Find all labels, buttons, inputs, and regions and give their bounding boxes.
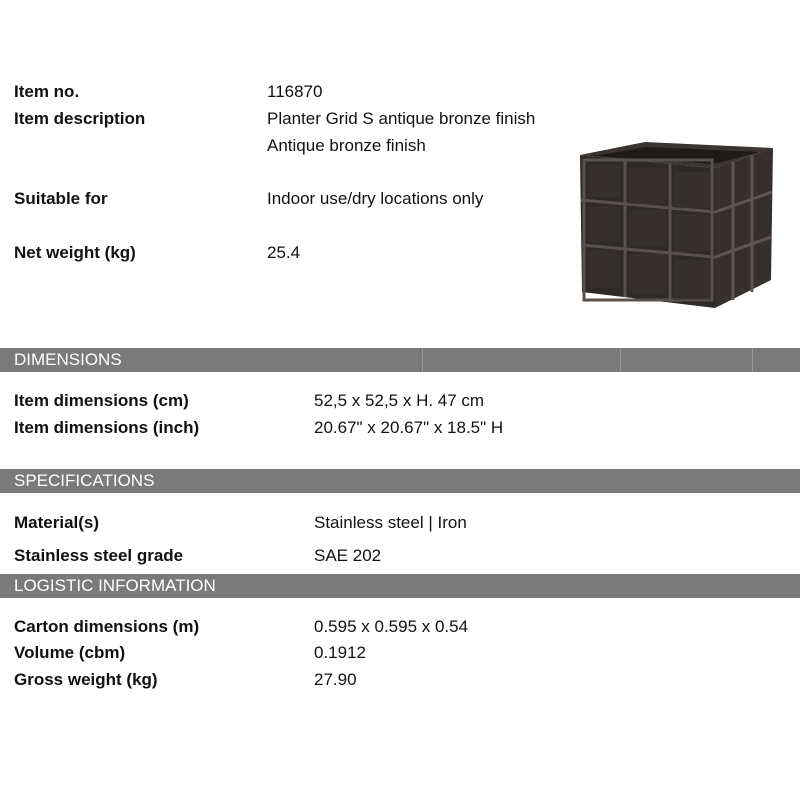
header-divider <box>422 348 423 372</box>
carton-dimensions-label: Carton dimensions (m) <box>14 617 200 636</box>
gross-weight-value: 27.90 <box>314 670 357 689</box>
item-no-value: 116870 <box>267 82 323 101</box>
volume-label: Volume (cbm) <box>14 643 126 662</box>
logistic-header-label: LOGISTIC INFORMATION <box>14 576 216 595</box>
net-weight-label: Net weight (kg) <box>14 243 136 262</box>
net-weight-value: 25.4 <box>267 243 301 262</box>
carton-dimensions-value: 0.595 x 0.595 x 0.54 <box>314 617 469 636</box>
item-description-line2: Antique bronze finish <box>267 136 426 155</box>
materials-label: Material(s) <box>14 513 100 532</box>
specifications-header-label: SPECIFICATIONS <box>14 471 155 490</box>
specifications-header <box>0 469 800 493</box>
item-dimensions-cm-label: Item dimensions (cm) <box>14 391 189 410</box>
planter-grid-image <box>575 140 775 310</box>
suitable-for-label: Suitable for <box>14 189 108 208</box>
volume-value: 0.1912 <box>314 643 366 662</box>
item-description-line1: Planter Grid S antique bronze finish <box>267 109 536 128</box>
dimensions-header <box>0 348 800 372</box>
item-description-label: Item description <box>14 109 146 128</box>
steel-grade-value: SAE 202 <box>314 546 382 565</box>
dimensions-header-label: DIMENSIONS <box>14 350 122 369</box>
materials-value: Stainless steel | Iron <box>314 513 467 532</box>
header-divider <box>752 348 753 372</box>
item-no-label: Item no. <box>14 82 80 101</box>
gross-weight-label: Gross weight (kg) <box>14 670 158 689</box>
header-divider <box>620 348 621 372</box>
item-dimensions-cm-value: 52,5 x 52,5 x H. 47 cm <box>314 391 485 410</box>
suitable-for-value: Indoor use/dry locations only <box>267 189 484 208</box>
item-dimensions-inch-value: 20.67" x 20.67" x 18.5" H <box>314 418 504 437</box>
item-dimensions-inch-label: Item dimensions (inch) <box>14 418 200 437</box>
logistic-header <box>0 574 800 598</box>
steel-grade-label: Stainless steel grade <box>14 546 184 565</box>
